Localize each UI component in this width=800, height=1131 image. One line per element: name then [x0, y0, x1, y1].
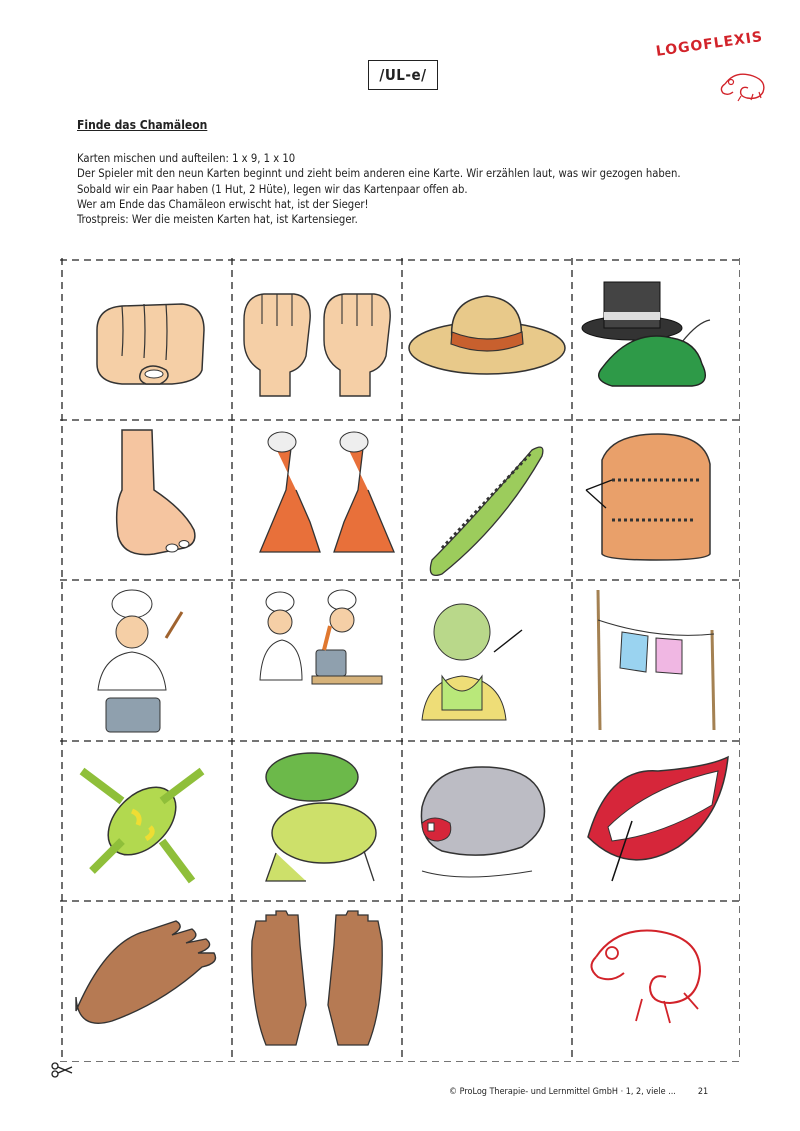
- card-duck-feet[interactable]: [232, 420, 402, 580]
- cook-icon: [62, 580, 232, 741]
- card-hats[interactable]: [572, 260, 740, 420]
- two-hands-icon: [232, 901, 402, 1062]
- card-fists[interactable]: [232, 260, 402, 420]
- card-fist[interactable]: [62, 260, 232, 420]
- card-grid: [60, 258, 740, 1062]
- hippo-icon: [402, 741, 572, 901]
- bib-icon: [402, 580, 572, 741]
- two-frogs-icon: [232, 741, 402, 901]
- hand-icon: [62, 901, 232, 1062]
- logo-text: LOGOFLEXIS: [655, 28, 765, 60]
- instructions: [77, 151, 757, 227]
- worksheet-code-text: /UL-e/: [379, 66, 427, 84]
- foot-icon: [62, 420, 232, 580]
- page-heading: Finde das Chamäleon: [77, 118, 208, 132]
- card-bib[interactable]: [402, 580, 572, 741]
- duck-feet-icon: [232, 420, 402, 580]
- instruction-line: Der Spieler mit den neun Karten beginnt und zieht beim anderen eine Karte. Wir erzählen laut, was wir gezogen haben.: [77, 167, 681, 181]
- scissors-icon: [50, 1062, 74, 1078]
- card-empty[interactable]: [402, 901, 572, 1062]
- card-cook[interactable]: [62, 580, 232, 741]
- worksheet-code: [368, 60, 438, 90]
- chameleon-icon: [572, 901, 740, 1062]
- two-fists-icon: [232, 260, 402, 420]
- page-number: 21: [697, 1087, 709, 1097]
- card-hands[interactable]: [232, 901, 402, 1062]
- hat-icon: [402, 260, 572, 420]
- mouth-teeth-icon: [572, 741, 740, 901]
- two-hats-icon: [572, 260, 740, 420]
- frog-icon: [62, 741, 232, 901]
- card-zipper[interactable]: [402, 420, 572, 580]
- zipper-icon: [402, 420, 572, 580]
- card-frog[interactable]: [62, 741, 232, 901]
- copyright-text: © ProLog Therapie- und Lernmittel GmbH · 1, 2, viele ...: [449, 1087, 676, 1097]
- instruction-line: Wer am Ende das Chamäleon erwischt hat, ist der Sieger!: [77, 197, 369, 211]
- fist-icon: [62, 260, 232, 420]
- backpack-icon: [572, 420, 740, 580]
- instruction-line: Sobald wir ein Paar haben (1 Hut, 2 Hüte), legen wir das Kartenpaar offen ab.: [77, 182, 468, 196]
- two-cooks-icon: [232, 580, 402, 741]
- footer: [449, 1087, 708, 1097]
- card-teeth[interactable]: [572, 741, 740, 901]
- card-frogs[interactable]: [232, 741, 402, 901]
- clothesline-bibs-icon: [572, 580, 740, 741]
- card-chameleon[interactable]: [572, 901, 740, 1062]
- card-cooks[interactable]: [232, 580, 402, 741]
- instruction-line: Trostpreis: Wer die meisten Karten hat, ist Kartensieger.: [77, 213, 358, 227]
- card-hat[interactable]: [402, 260, 572, 420]
- card-hand[interactable]: [62, 901, 232, 1062]
- instruction-line: Karten mischen und aufteilen: 1 x 9, 1 x 10: [77, 152, 296, 165]
- card-foot[interactable]: [62, 420, 232, 580]
- card-hippo-tooth[interactable]: [402, 741, 572, 901]
- card-bibs[interactable]: [572, 580, 740, 741]
- logoflexis-logo: [655, 28, 785, 106]
- card-backpack-zippers[interactable]: [572, 420, 740, 580]
